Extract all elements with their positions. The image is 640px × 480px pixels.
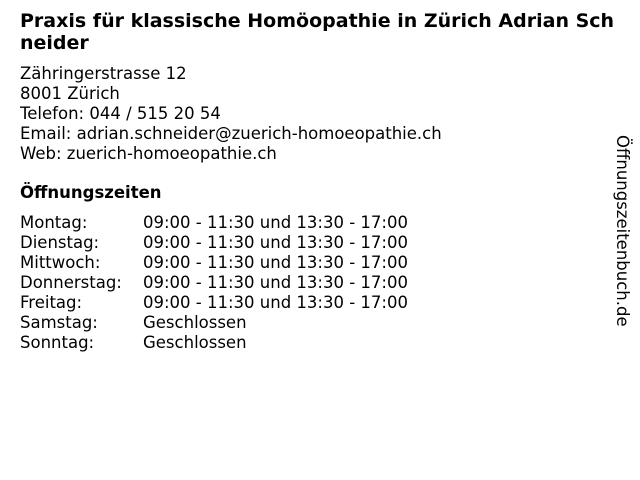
day-label: Sonntag: xyxy=(20,333,95,352)
email-address: Email: adrian.schneider@zuerich-homoeopathie.ch xyxy=(20,124,442,143)
day-label: Samstag: xyxy=(20,313,98,332)
hours-row-wednesday xyxy=(20,253,408,273)
time-value: 09:00 - 11:30 und 13:30 - 17:00 xyxy=(143,253,408,272)
city: 8001 Zürich xyxy=(20,84,120,103)
website: Web: zuerich-homoeopathie.ch xyxy=(20,144,277,163)
contact-block xyxy=(20,64,442,164)
time-value: 09:00 - 11:30 und 13:30 - 17:00 xyxy=(143,293,408,312)
time-value: Geschlossen xyxy=(143,333,247,352)
day-label: Freitag: xyxy=(20,293,83,312)
phone-number: Telefon: 044 / 515 20 54 xyxy=(20,104,221,123)
day-label: Donnerstag: xyxy=(20,273,122,292)
time-value: 09:00 - 11:30 und 13:30 - 17:00 xyxy=(143,233,408,252)
hours-row-monday xyxy=(20,213,408,233)
business-name: Praxis für klassische Homöopathie in Zürich Adrian Schneider xyxy=(20,10,615,54)
hours-row-sunday xyxy=(20,333,408,353)
hours-row-friday xyxy=(20,293,408,313)
opening-hours-heading: Öffnungszeiten xyxy=(20,183,162,202)
time-value: 09:00 - 11:30 und 13:30 - 17:00 xyxy=(143,213,408,232)
time-value: 09:00 - 11:30 und 13:30 - 17:00 xyxy=(143,273,408,292)
street-address: Zähringerstrasse 12 xyxy=(20,64,187,83)
day-label: Mittwoch: xyxy=(20,253,101,272)
hours-row-saturday xyxy=(20,313,408,333)
hours-row-tuesday xyxy=(20,233,408,253)
day-label: Montag: xyxy=(20,213,88,232)
hours-row-thursday xyxy=(20,273,408,293)
opening-hours-table xyxy=(20,213,408,353)
time-value: Geschlossen xyxy=(143,313,247,332)
watermark-text: Öffnungszeitenbuch.de xyxy=(613,135,632,327)
day-label: Dienstag: xyxy=(20,233,100,252)
